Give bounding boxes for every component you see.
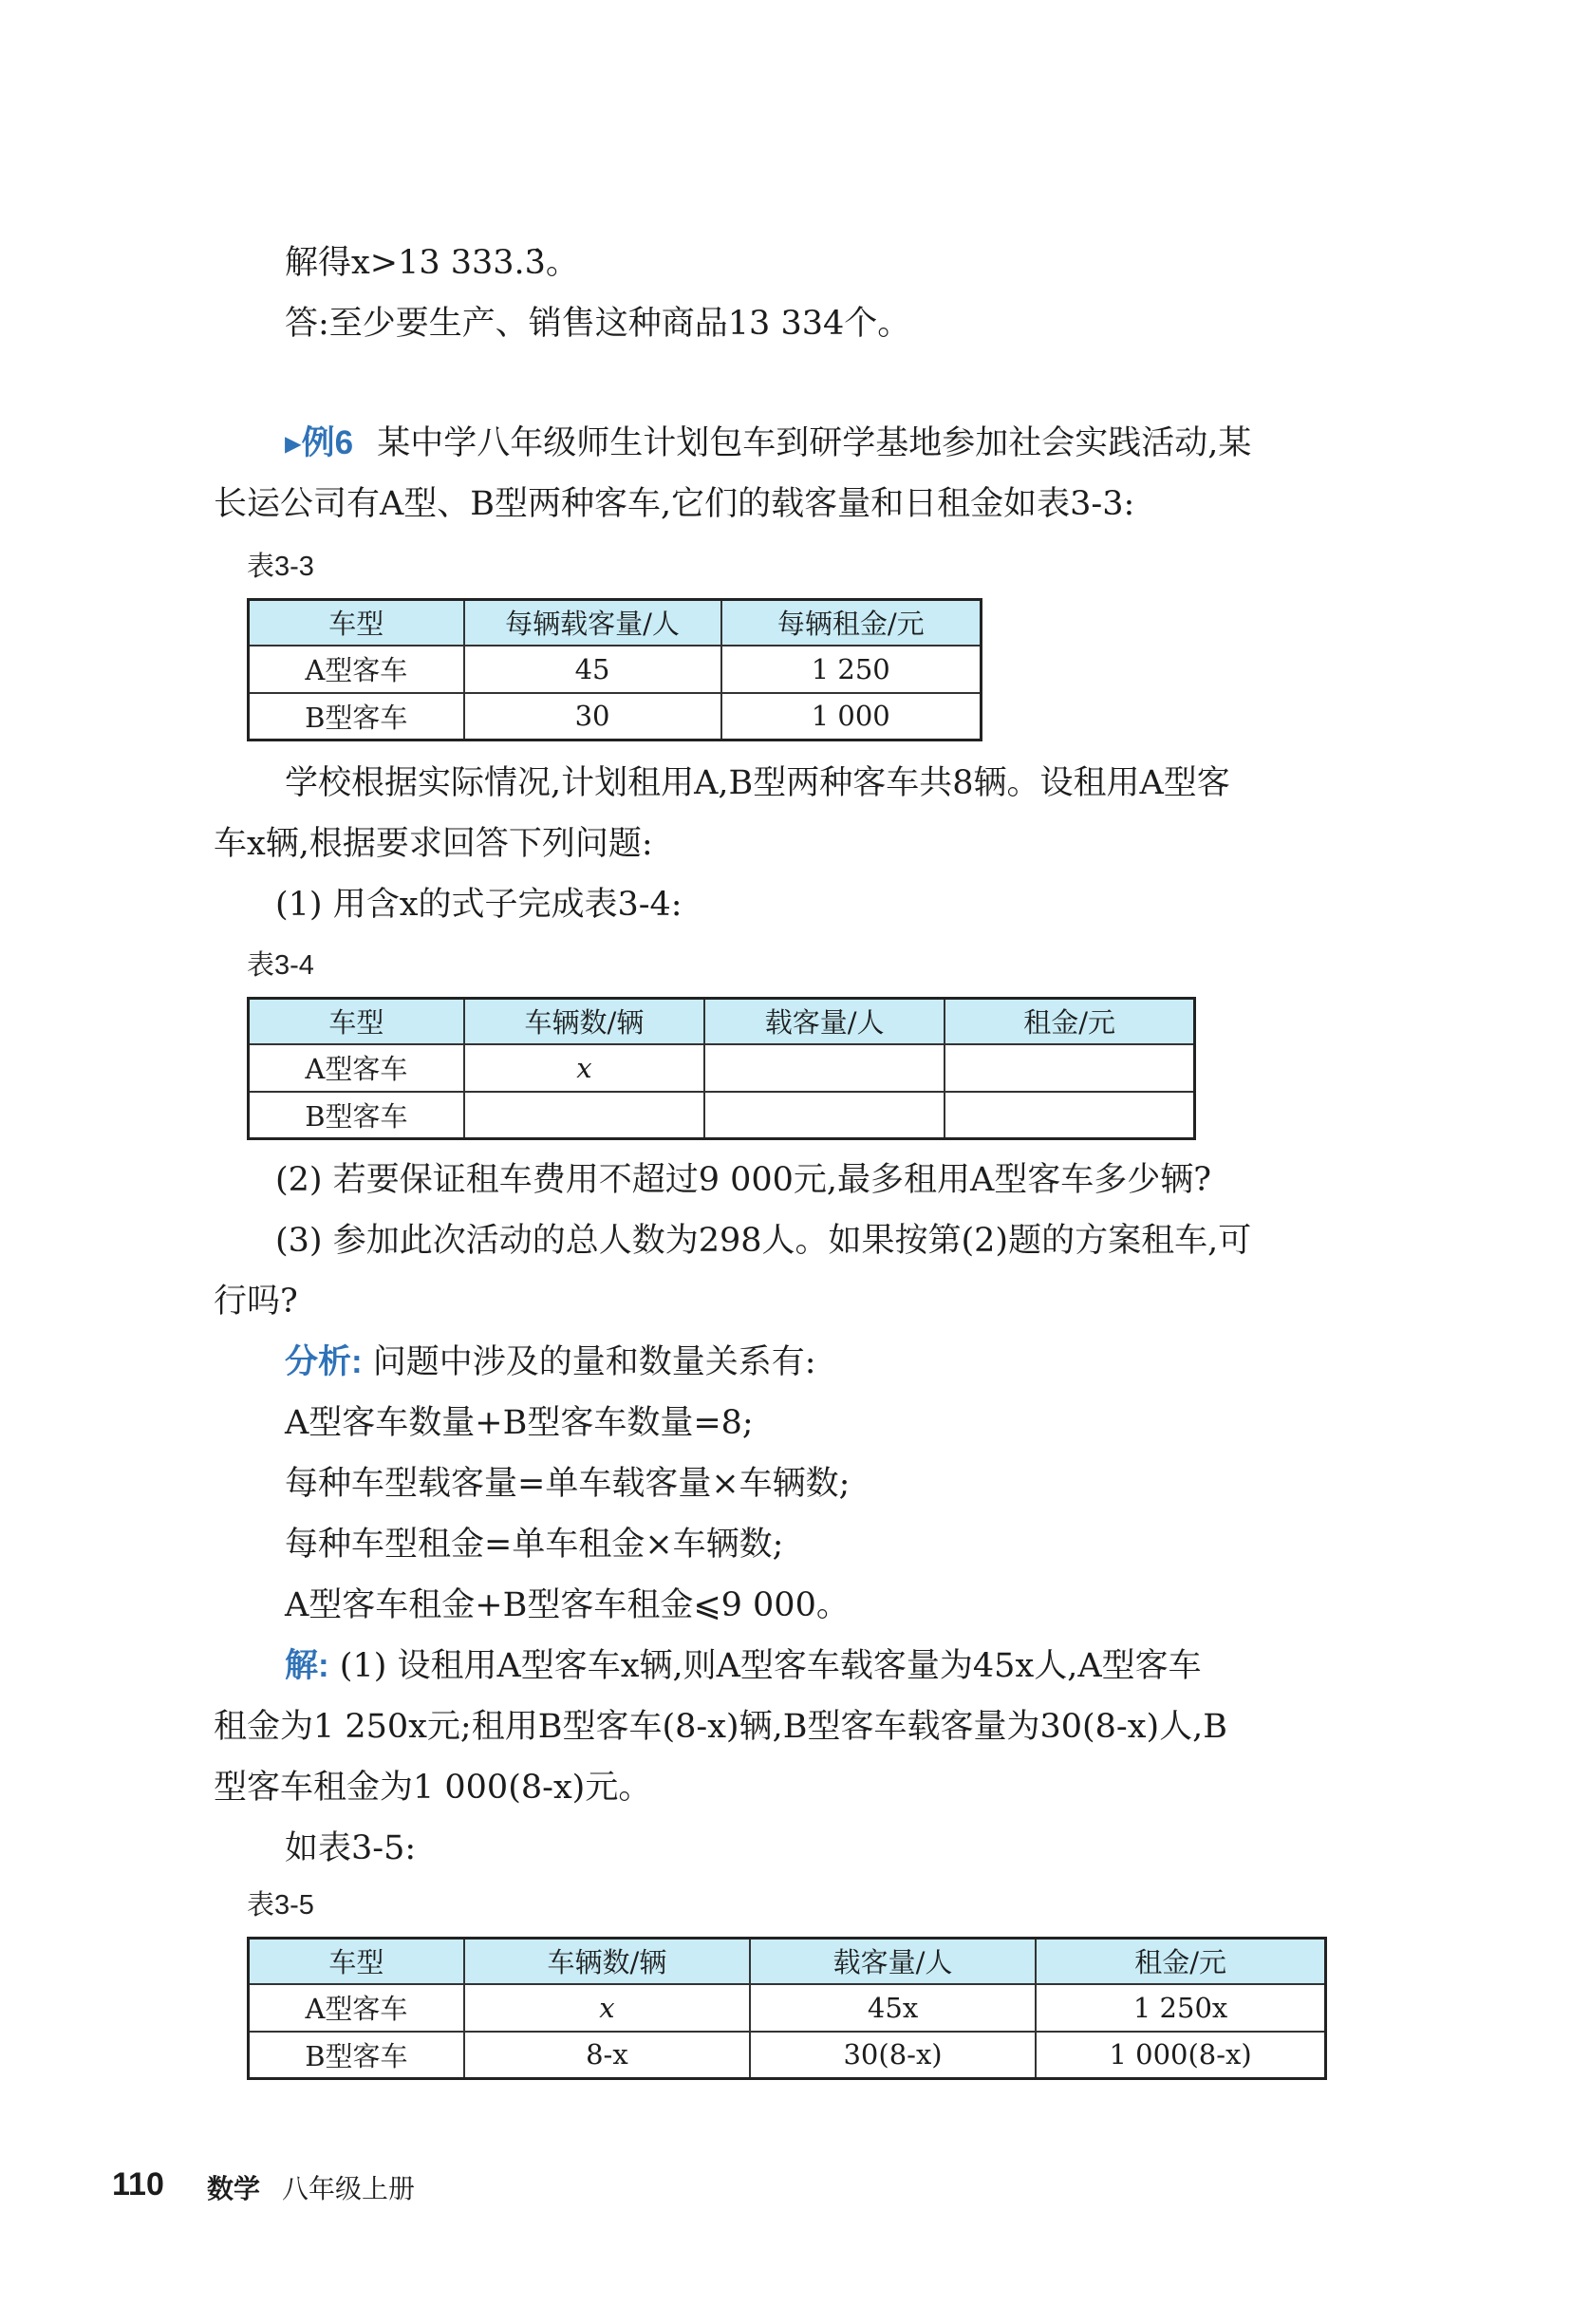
table-cell: A型客车 [249,1984,464,2032]
table-cell: 30(8-x) [750,2032,1036,2079]
question-2: (2) 若要保证租车费用不超过9 000元,最多租用A型客车多少辆? [275,1161,1212,1199]
plan-line-2: 车x辆,根据要求回答下列问题: [214,825,653,863]
table-row [249,1044,1195,1092]
table-header-cell: 车型 [249,1939,464,1984]
table-cell: 1 250x [1036,1984,1325,2032]
table-header-cell: 车型 [249,999,464,1044]
solution-text-1: (1) 设租用A型客车x辆,则A型客车载客量为45x人,A型客车 [339,1647,1202,1685]
table-header-cell: 载客量/人 [750,1939,1036,1984]
table-cell: 45x [750,1984,1036,2032]
question-3-line-2: 行吗? [214,1283,298,1321]
table-header-cell: 租金/元 [1036,1939,1325,1984]
solution-line-3: 型客车租金为1 000(8-x)元。 [214,1769,652,1807]
table-cell: B型客车 [249,693,464,740]
analysis-line [285,1339,816,1386]
analysis-text: 问题中涉及的量和数量关系有: [372,1343,816,1381]
table-header-cell: 车辆数/辆 [464,999,704,1044]
table-cell: 1 000(8-x) [1036,2032,1325,2079]
answer-line: 答:至少要生产、销售这种商品13 334个。 [285,305,911,343]
question-3-line-1: (3) 参加此次活动的总人数为298人。如果按第(2)题的方案租车,可 [275,1222,1252,1260]
table-row [249,693,982,740]
table-cell [704,1092,945,1139]
relation-3: 每种车型租金=单车租金×车辆数; [285,1526,784,1564]
table-cell [704,1044,945,1092]
table-cell: 45 [464,646,721,693]
relation-2: 每种车型载客量=单车载客量×车辆数; [285,1465,851,1503]
solution-line-2: 租金为1 250x元;租用B型客车(8-x)辆,B型客车载客量为30(8-x)人,B [214,1708,1227,1746]
table-cell: x [464,1984,750,2032]
table-cell: A型客车 [249,646,464,693]
table-header-cell: 载客量/人 [704,999,945,1044]
table-cell: A型客车 [249,1044,464,1092]
example-line-1 [285,420,1251,467]
question-1: (1) 用含x的式子完成表3-4: [275,886,683,924]
table-cell: 1 000 [721,693,982,740]
table-header-cell: 每辆租金/元 [721,600,982,646]
table-cell: x [464,1044,704,1092]
relation-4: A型客车租金+B型客车租金⩽9 000。 [285,1586,850,1624]
footer-subject: 数学 [207,2174,261,2203]
solve-result-line: 解得x>13 333.3̇。 [285,244,579,282]
example-text-1: 某中学八年级师生计划包车到研学基地参加社会实践活动,某 [377,424,1252,462]
table-3-3 [247,598,982,741]
table-3-4-caption: 表3-4 [247,950,314,981]
example-line-2: 长运公司有A型、B型两种客车,它们的载客量和日租金如表3-3: [214,485,1135,523]
page-number: 110 [112,2166,164,2202]
as-table-line: 如表3-5: [285,1829,417,1867]
table-row [249,646,982,693]
table-header-cell: 车型 [249,600,464,646]
solution-label: 解: [285,1647,329,1684]
table-header-cell: 每辆载客量/人 [464,600,721,646]
table-cell [945,1092,1194,1139]
table-header-cell: 租金/元 [945,999,1194,1044]
table-row [249,1092,1195,1139]
footer-grade: 八年级上册 [282,2174,416,2203]
table-cell: B型客车 [249,2032,464,2079]
relation-1: A型客车数量+B型客车数量=8; [285,1404,754,1442]
solution-line-1 [285,1642,1202,1690]
plan-line-1: 学校根据实际情况,计划租用A,B型两种客车共8辆。设租用A型客 [285,764,1230,802]
table-cell [464,1092,704,1139]
table-row [249,2032,1326,2079]
table-row [249,1984,1326,2032]
table-cell: 30 [464,693,721,740]
table-cell [945,1044,1194,1092]
table-3-5-caption: 表3-5 [247,1890,314,1921]
table-cell: B型客车 [249,1092,464,1139]
table-cell: 8-x [464,2032,750,2079]
table-header-cell: 车辆数/辆 [464,1939,750,1984]
example-label: ▸例6 [285,424,354,461]
table-3-4 [247,997,1196,1140]
table-3-3-caption: 表3-3 [247,552,314,582]
table-cell: 1 250 [721,646,982,693]
analysis-label: 分析: [285,1343,363,1380]
table-3-5 [247,1937,1327,2080]
